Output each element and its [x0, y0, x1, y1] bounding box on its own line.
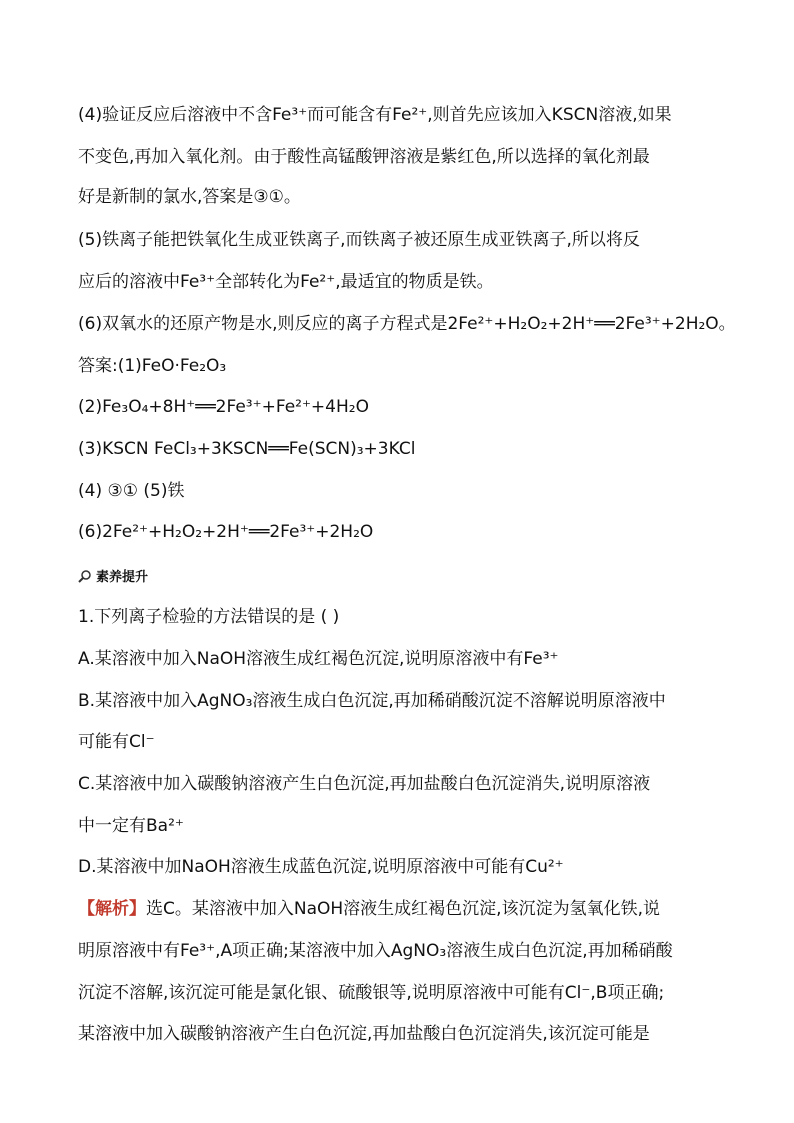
magnifier-icon: [78, 569, 92, 583]
section-header-label: 素养提升: [96, 570, 149, 585]
analysis-line-3: 沉淀不溶解,该沉淀可能是氯化银、硫酸银等,说明原溶液中可能有Cl⁻,B项正确;: [78, 983, 665, 1003]
analysis-line-2: 明原溶液中有Fe³⁺,A项正确;某溶液中加入AgNO₃溶液生成白色沉淀,再加稀硝酸: [78, 941, 673, 961]
answer-line-4: (4) ③① (5)铁: [78, 481, 185, 501]
answer-line-3: (3)KSCN FeCl₃+3KSCN══Fe(SCN)₃+3KCl: [78, 439, 416, 459]
option-b-line-1: B.某溶液中加入AgNO₃溶液生成白色沉淀,再加稀硝酸沉淀不溶解说明原溶液中: [78, 691, 666, 711]
text-line-2: 不变色,再加入氧化剂。由于酸性高锰酸钾溶液是紫红色,所以选择的氧化剂最: [78, 147, 650, 167]
text-line-4: (5)铁离子能把铁氧化生成亚铁离子,而铁离子被还原生成亚铁离子,所以将反: [78, 230, 640, 250]
option-c-line-2: 中一定有Ba²⁺: [78, 816, 184, 836]
text-line-1: (4)验证反应后溶液中不含Fe³⁺而可能含有Fe²⁺,则首先应该加入KSCN溶液,如果: [78, 105, 672, 125]
answer-line-1: 答案:(1)FeO·Fe₂O₃: [78, 356, 227, 376]
option-c-line-1: C.某溶液中加入碳酸钠溶液产生白色沉淀,再加盐酸白色沉淀消失,说明原溶液: [78, 774, 651, 794]
option-b-line-2: 可能有Cl⁻: [78, 732, 155, 752]
analysis-line-4: 某溶液中加入碳酸钠溶液产生白色沉淀,再加盐酸白色沉淀消失,该沉淀可能是: [78, 1024, 650, 1044]
question-stem: 1.下列离子检验的方法错误的是 ( ): [78, 607, 340, 627]
option-d: D.某溶液中加NaOH溶液生成蓝色沉淀,说明原溶液中可能有Cu²⁺: [78, 857, 564, 877]
answer-line-5: (6)2Fe²⁺+H₂O₂+2H⁺══2Fe³⁺+2H₂O: [78, 522, 374, 542]
analysis-line-1: [78, 898, 754, 920]
option-a: A.某溶液中加入NaOH溶液生成红褐色沉淀,说明原溶液中有Fe³⁺: [78, 649, 559, 669]
text-line-5: 应后的溶液中Fe³⁺全部转化为Fe²⁺,最适宜的物质是铁。: [78, 272, 494, 292]
text-line-3: 好是新制的氯水,答案是③①。: [78, 187, 301, 207]
text-line-6: (6)双氧水的还原产物是水,则反应的离子方程式是2Fe²⁺+H₂O₂+2H⁺══2Fe³⁺+2H₂O。: [78, 314, 736, 334]
analysis-text-1: 选C。某溶液中加入NaOH溶液生成红褐色沉淀,该沉淀为氢氧化铁,说: [146, 899, 660, 919]
section-header: [78, 566, 148, 585]
analysis-label: 【解析】: [78, 899, 146, 919]
answer-line-2: (2)Fe₃O₄+8H⁺══2Fe³⁺+Fe²⁺+4H₂O: [78, 397, 369, 417]
